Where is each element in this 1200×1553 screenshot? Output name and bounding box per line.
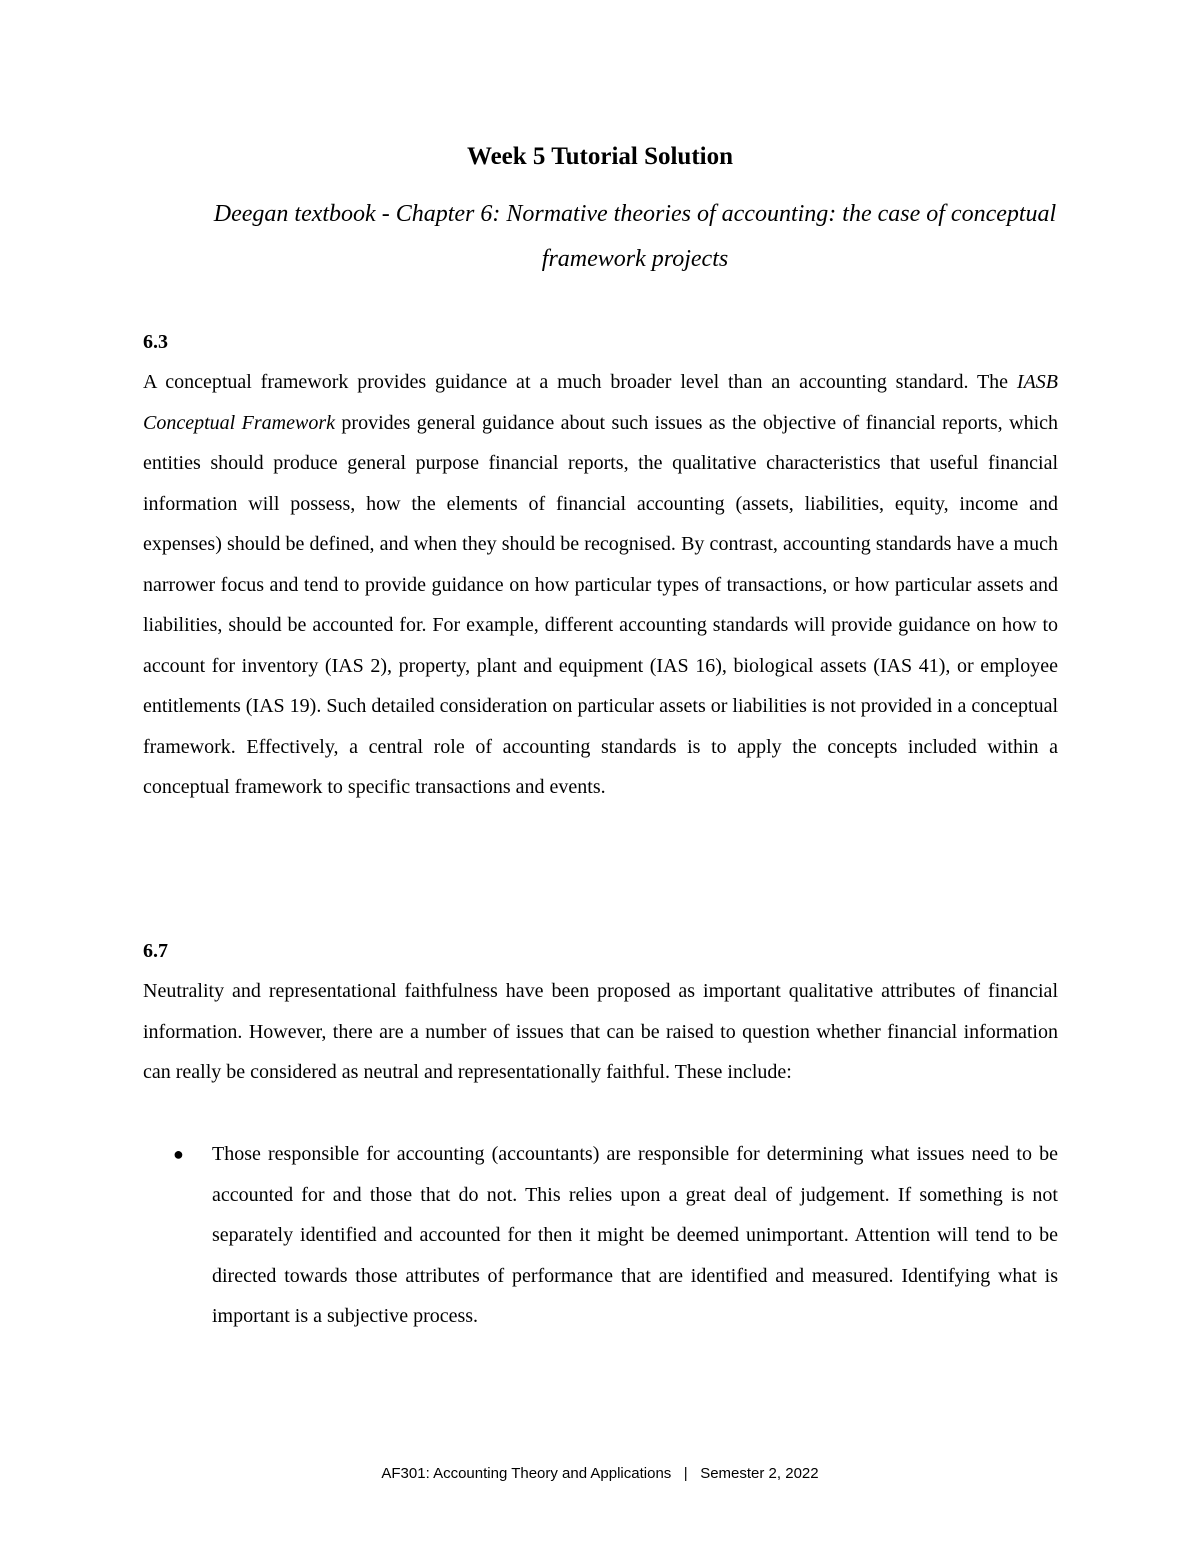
page-footer <box>0 1464 1200 1484</box>
footer-text: AF301: Accounting Theory and Applications | Semester 2, 2022 <box>381 1465 819 1482</box>
list-item-text: Those responsible for accounting (accountants) are responsible for determining what issues need to be accounted for and those that do not. This relies upon a great deal of judgement. If something is not separately identified and accounted for then it might be deemed unimportant. Attention will tend to be directed towards those attributes of performance that are identified and measured. Identifying what is important is a subjective process. <box>212 1143 1058 1327</box>
paragraph-lead-text: A conceptual framework provides guidance at a much broader level than an accounting standard. The <box>143 371 1017 393</box>
section-heading-6-3: 6.3 <box>143 331 168 353</box>
bullet-dot-icon: ● <box>173 1144 184 1164</box>
paragraph-body-text: provides general guidance about such issues as the objective of financial reports, which entities should produce general purpose financial reports, the qualitative characteristics that useful financial information will possess, how the elements of financial accounting (assets, liabilities, equity, income and expenses) should be defined, and when they should be recognised. By contrast, accounting standards have a much narrower focus and tend to provide guidance on how particular types of transactions, or how particular assets and liabilities, should be accounted for. For example, different accounting standards will provide guidance on how to account for inventory (IAS 2), property, plant and equipment (IAS 16), biological assets (IAS 41), or employee entitlements (IAS 19). Such detailed consideration on particular assets or liabilities is not provided in a conceptual framework. Effectively, a central role of accounting standards is to apply the concepts included within a conceptual framework to specific transactions and events. <box>143 411 1059 798</box>
page-subtitle: Deegan textbook - Chapter 6: Normative theories of accounting: the case of conceptual framework projects <box>213 201 1057 272</box>
section-6-3-paragraph <box>143 362 1058 808</box>
list-item <box>143 1134 1058 1337</box>
page-title: Week 5 Tutorial Solution <box>466 143 734 170</box>
section-6-7-intro-paragraph: Neutrality and representational faithfulness have been proposed as important qualitative attributes of financial information. However, there are a number of issues that can be raised to question whether financial information can really be considered as neutral and representationally faithful. These include: <box>143 980 1058 1083</box>
bullet-list <box>143 1134 1058 1337</box>
section-heading-6-7: 6.7 <box>143 940 168 962</box>
paragraph-italic-title: IASB Conceptual Framework <box>143 371 1058 434</box>
